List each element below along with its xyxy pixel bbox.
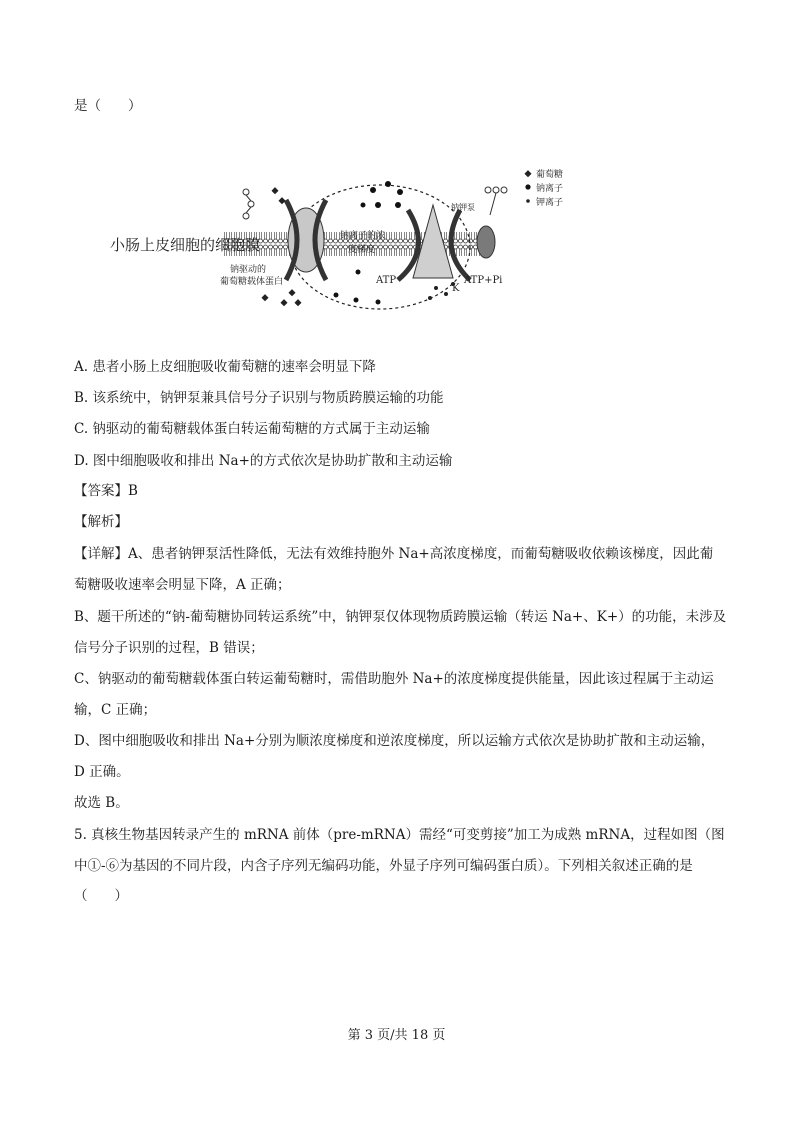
- glucose-carrier-protein: [286, 200, 326, 280]
- option-c: C. 钠驱动的葡萄糖载体蛋白转运葡萄糖的方式属于主动运输: [74, 421, 430, 437]
- question5-line-3: （ ）: [74, 888, 128, 904]
- explanation-line-1: 【详解】A、患者钠钾泵活性降低，无法有效维持胞外 Na+高浓度梯度，而葡萄糖吸收依赖该梯度，因此葡: [74, 546, 714, 562]
- page-number: 第 3 页/共 18 页: [347, 1028, 446, 1043]
- option-d: D. 图中细胞吸收和排出 Na+的方式依次是协助扩散和主动运输: [74, 453, 453, 469]
- pump-label: 钠钾泵: [451, 203, 475, 212]
- membrane-label: 小肠上皮细胞的细胞膜: [110, 236, 261, 254]
- legend-glucose-symbol: [524, 170, 531, 177]
- explanation-line-9: 故选 B。: [74, 795, 129, 811]
- explanation-line-2: 萄糖吸收速率会明显下降，A 正确；: [74, 577, 291, 593]
- explanation-line-8: D 正确。: [74, 764, 130, 780]
- legend-sodium-symbol: [525, 184, 530, 189]
- option-a: A. 患者小肠上皮细胞吸收葡萄糖的速率会明显下降: [74, 359, 376, 375]
- explanation-line-3: B、题干所述的“钠-葡萄糖协同转运系统”中，钠钾泵仅体现物质跨膜运输（转运 Na+、K+）的功能，未涉及: [74, 609, 727, 625]
- explanation-line-5: C、钠驱动的葡萄糖载体蛋白转运葡萄糖时，需借助胞外 Na+的浓度梯度提供能量，因此该过程属于主动运: [74, 671, 714, 687]
- answer-line: 【答案】B: [74, 483, 138, 499]
- legend-potassium-label: 钾离子: [536, 198, 564, 208]
- figure-legend: [524, 168, 563, 208]
- glucose-chain: [243, 189, 254, 219]
- explanation-line-6: 输，C 正确；: [74, 702, 157, 718]
- carrier-label-line1: 钠驱动的: [230, 265, 267, 275]
- explanation-line-7: D、图中细胞吸收和排出 Na+分别为顺浓度梯度和逆浓度梯度，所以运输方式依次是协助扩散和主动运输，: [74, 733, 715, 749]
- question-stem-end: 是（ ）: [74, 98, 142, 114]
- gradient-label-line1: 钠离子的浓: [340, 231, 386, 241]
- atp-label: ATP: [376, 275, 397, 286]
- question5-line-2: 中①-⑥为基因的不同片段，内含子序列无编码功能，外显子序列可编码蛋白质）。下列相关叙述正确的是: [74, 858, 693, 874]
- carrier-label-line2: 葡萄糖载体蛋白: [220, 277, 284, 287]
- explanation-line-4: 信号分子识别的过程，B 错误；: [74, 640, 264, 656]
- question5-line-1: 5. 真核生物基因转录产生的 mRNA 前体（pre-mRNA）需经“可变剪接”加工为成熟 mRNA，过程如图（图: [74, 827, 725, 843]
- legend-potassium-symbol: [526, 199, 530, 203]
- membrane-transport-figure: [108, 160, 568, 310]
- k-label: K: [452, 283, 460, 294]
- legend-glucose-label: 葡萄糖: [536, 170, 564, 180]
- gradient-label-line2: 度梯度: [348, 245, 376, 255]
- option-b: B. 该系统中，钠钾泵兼具信号分子识别与物质跨膜运输的功能: [74, 390, 444, 406]
- analysis-title: 【解析】: [74, 514, 128, 530]
- atp-pi-label: ATP+Pi: [464, 275, 503, 286]
- legend-sodium-label: 钠离子: [536, 184, 564, 194]
- glucose-chain-right: [485, 187, 507, 215]
